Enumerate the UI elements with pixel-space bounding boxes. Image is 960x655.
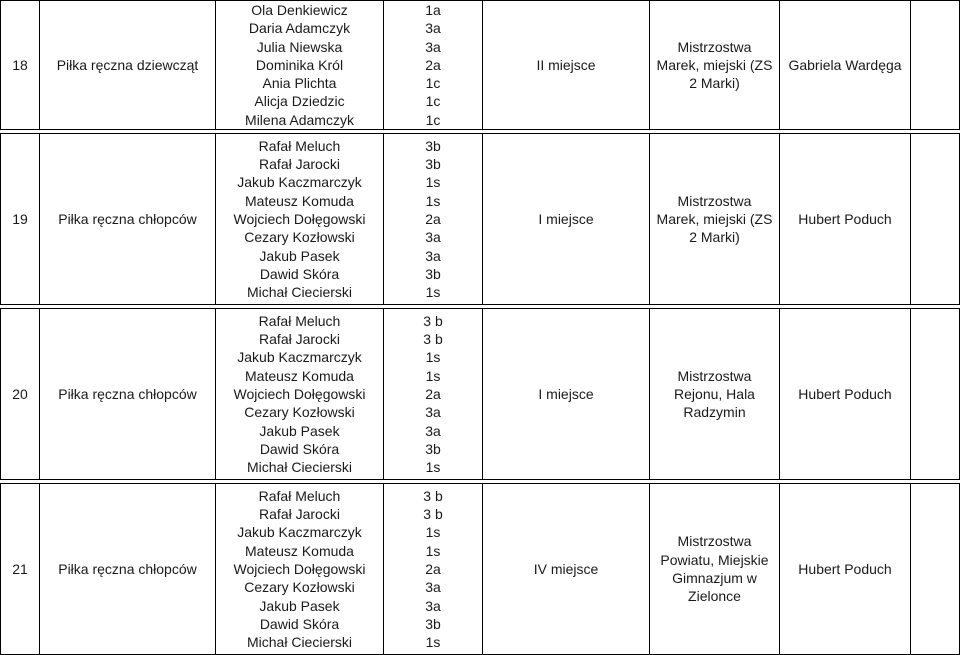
player-class: 1c: [425, 111, 441, 128]
place-cell: IV miejsce: [483, 484, 650, 655]
player-name: Dawid Skóra: [259, 615, 340, 632]
competition-cell: [650, 309, 780, 480]
discipline-cell: Piłka ręczna chłopców: [40, 134, 216, 305]
player-class: 3a: [425, 404, 441, 421]
discipline-cell: Piłka ręczna dziewcząt: [40, 1, 216, 130]
player-name: Cezary Kozłowski: [244, 229, 355, 246]
player-class: 1s: [425, 284, 441, 301]
table-row: [1, 484, 960, 655]
player-class: 3a: [425, 597, 441, 614]
player-class: 1s: [425, 459, 441, 476]
table-row: [1, 134, 960, 305]
player-name: Ola Denkiewicz: [251, 2, 348, 18]
place-cell: I miejsce: [483, 134, 650, 305]
competition-text: Mistrzostwa Powiatu, Miejskie Gimnazjum w Zielonce: [660, 533, 769, 605]
player-class: 1s: [425, 192, 441, 209]
competition-text: Mistrzostwa Marek, miejski (ZS 2 Marki): [656, 38, 773, 92]
players-classes-cell: [384, 309, 483, 480]
player-name: Mateusz Komuda: [245, 367, 354, 384]
teacher-cell: Hubert Poduch: [780, 484, 911, 655]
player-name: Dawid Skóra: [259, 265, 340, 282]
player-name: Mateusz Komuda: [245, 192, 354, 209]
player-name: Alicja Dziedzic: [254, 93, 345, 110]
player-class: 3a: [425, 579, 441, 596]
player-name: Julia Niewska: [256, 38, 343, 55]
players-names-cell: [216, 484, 384, 655]
place-cell: II miejsce: [483, 1, 650, 130]
player-class: 3 b: [423, 331, 443, 348]
player-name: Michał Ciecierski: [246, 459, 353, 476]
player-name: Rafał Jarocki: [259, 156, 340, 173]
table-row: [1, 1, 960, 130]
player-name: Ania Plichta: [262, 75, 337, 92]
player-name: Jakub Pasek: [259, 247, 340, 264]
competition-text: Mistrzostwa Marek, miejski (ZS 2 Marki): [656, 192, 773, 246]
player-class: 3a: [425, 229, 441, 246]
player-name: Rafał Meluch: [258, 487, 341, 504]
player-name: Cezary Kozłowski: [244, 579, 355, 596]
row-number: 18: [1, 1, 40, 130]
player-name: Jakub Pasek: [259, 597, 340, 614]
players-classes-cell: [384, 1, 483, 130]
place-cell: I miejsce: [483, 309, 650, 480]
player-class: 3b: [425, 265, 441, 282]
player-name: Michał Ciecierski: [246, 284, 353, 301]
player-class: 3b: [425, 440, 441, 457]
competition-cell: [650, 484, 780, 655]
empty-cell: [911, 484, 960, 655]
empty-cell: [911, 309, 960, 480]
player-name: Rafał Jarocki: [259, 331, 340, 348]
player-class: 1s: [425, 349, 441, 366]
players-names-cell: [216, 1, 384, 130]
player-name: Jakub Kaczmarczyk: [237, 174, 362, 191]
player-name: Daria Adamczyk: [248, 20, 351, 37]
player-name: Jakub Kaczmarczyk: [237, 524, 362, 541]
player-class: 1c: [425, 75, 441, 92]
player-class: 1s: [425, 524, 441, 541]
player-class: 1s: [425, 174, 441, 191]
empty-cell: [911, 134, 960, 305]
player-class: 1s: [425, 634, 441, 651]
teacher-cell: Hubert Poduch: [780, 309, 911, 480]
player-class: 1a: [425, 2, 441, 18]
empty-cell: [911, 1, 960, 130]
player-class: 3b: [425, 137, 441, 154]
player-class: 3a: [425, 422, 441, 439]
player-name: Michał Ciecierski: [246, 634, 353, 651]
player-name: Jakub Pasek: [259, 422, 340, 439]
player-name: Mateusz Komuda: [245, 542, 354, 559]
row-number: 20: [1, 309, 40, 480]
player-class: 2a: [425, 56, 441, 73]
player-name: Milena Adamczyk: [245, 111, 354, 128]
competition-text: Mistrzostwa Rejonu, Hala Radzymin: [674, 367, 755, 421]
players-classes-cell: [384, 484, 483, 655]
discipline-cell: Piłka ręczna chłopców: [40, 484, 216, 655]
player-name: Rafał Meluch: [258, 137, 341, 154]
competition-cell: [650, 134, 780, 305]
player-class: 3b: [425, 615, 441, 632]
player-name: Jakub Kaczmarczyk: [237, 349, 362, 366]
player-name: Rafał Meluch: [258, 312, 341, 329]
player-class: 3b: [425, 156, 441, 173]
player-name: Dominika Król: [255, 56, 344, 73]
player-class: 1c: [425, 93, 441, 110]
player-name: Rafał Jarocki: [259, 506, 340, 523]
player-class: 3 b: [423, 506, 443, 523]
player-name: Cezary Kozłowski: [244, 404, 355, 421]
row-number: 19: [1, 134, 40, 305]
player-name: Wojciech Dołęgowski: [233, 210, 366, 227]
competition-cell: [650, 1, 780, 130]
player-class: 3a: [425, 38, 441, 55]
player-class: 3a: [425, 20, 441, 37]
player-name: Wojciech Dołęgowski: [233, 560, 366, 577]
table-row: [1, 309, 960, 480]
player-class: 1s: [425, 542, 441, 559]
player-class: 3a: [425, 247, 441, 264]
row-number: 21: [1, 484, 40, 655]
player-name: Wojciech Dołęgowski: [233, 385, 366, 402]
teacher-cell: Gabriela Wardęga: [780, 1, 911, 130]
players-names-cell: [216, 309, 384, 480]
player-class: 3 b: [423, 487, 443, 504]
player-class: 2a: [425, 210, 441, 227]
player-class: 3 b: [423, 312, 443, 329]
player-class: 1s: [425, 367, 441, 384]
teacher-cell: Hubert Poduch: [780, 134, 911, 305]
player-class: 2a: [425, 560, 441, 577]
player-name: Dawid Skóra: [259, 440, 340, 457]
players-names-cell: [216, 134, 384, 305]
player-class: 2a: [425, 385, 441, 402]
discipline-cell: Piłka ręczna chłopców: [40, 309, 216, 480]
players-classes-cell: [384, 134, 483, 305]
